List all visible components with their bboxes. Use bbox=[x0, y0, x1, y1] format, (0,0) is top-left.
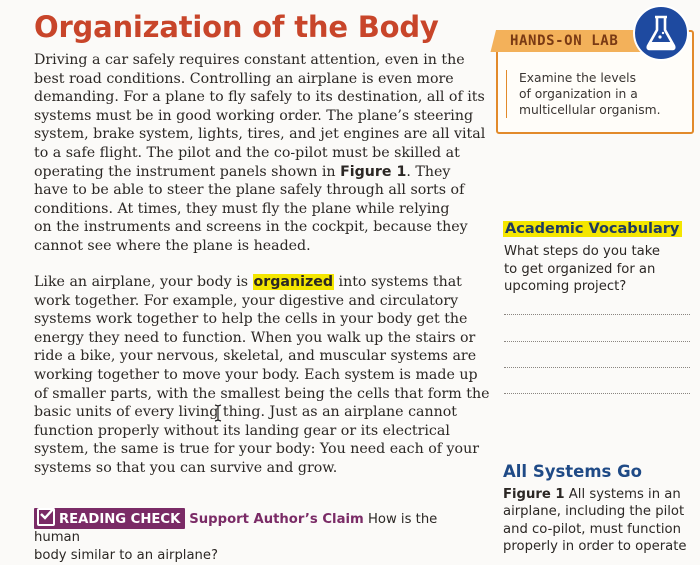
text-line: energy they need to function. When you walk up the stairs or bbox=[34, 329, 476, 346]
body-paragraph-1 bbox=[34, 51, 485, 256]
text-segment: operating the instrument panels shown in bbox=[34, 163, 341, 180]
text-line: cannot see where the plane is headed. bbox=[34, 237, 311, 254]
reading-check-label: READING CHECK bbox=[59, 512, 181, 527]
text-cursor-icon bbox=[213, 404, 223, 422]
text-line: multicellular organism. bbox=[519, 103, 661, 117]
text-line: of organization in a bbox=[519, 87, 638, 101]
text-segment: . They bbox=[406, 163, 451, 180]
figure-reference: Figure 1 bbox=[340, 163, 407, 180]
text-line: of smaller parts, with the smallest being the cells that form the bbox=[34, 385, 490, 402]
hands-on-lab-label: HANDS-ON LAB bbox=[510, 33, 619, 49]
academic-vocabulary-title: Academic Vocabulary bbox=[503, 221, 682, 237]
text-line: airplane, including the pilot bbox=[503, 504, 685, 520]
text-line: function properly without its landing gear or its electrical bbox=[34, 422, 450, 439]
reading-check bbox=[34, 508, 484, 565]
figure-heading: All Systems Go bbox=[503, 462, 643, 481]
figure-label: Figure 1 bbox=[503, 487, 565, 502]
text-line: to a safe flight. The pilot and the co-pilot must be skilled at bbox=[34, 144, 460, 161]
text-line: work together. For example, your digestive and circulatory bbox=[34, 292, 459, 309]
reading-check-question: body similar to an airplane? bbox=[34, 548, 219, 563]
text-line: conditions. At times, they must fly the plane while relying bbox=[34, 200, 450, 217]
text-line: working together to move your body. Each system is made up bbox=[34, 366, 478, 383]
answer-line[interactable] bbox=[504, 314, 690, 315]
text-line: basic units of every living thing. Just as an airplane cannot bbox=[34, 404, 457, 421]
body-paragraph-2 bbox=[34, 273, 490, 478]
text-segment: All systems in an bbox=[568, 487, 681, 502]
text-line: Driving a car safely requires constant attention, even in the bbox=[34, 52, 465, 68]
page-title: Organization of the Body bbox=[34, 10, 439, 44]
text-line: systems work together to help the cells in your body get the bbox=[34, 311, 468, 328]
text-line: demanding. For a plane to fly safely to its destination, all of its bbox=[34, 89, 485, 106]
text-line: have to be able to steer the plane safely through all sorts of bbox=[34, 182, 465, 199]
answer-line[interactable] bbox=[504, 367, 690, 368]
answer-line[interactable] bbox=[504, 393, 690, 394]
text-line: system, the same is true for your body: You need each of your bbox=[34, 441, 479, 458]
text-line: on the instruments and screens in the cockpit, because they bbox=[34, 219, 468, 236]
checkbox-icon bbox=[37, 508, 55, 526]
text-line: to get organized for an bbox=[504, 261, 656, 277]
reading-check-badge bbox=[34, 508, 185, 529]
text-line: systems must be in good working order. The plane’s steering bbox=[34, 107, 474, 124]
text-line bbox=[503, 486, 686, 503]
text-line: and co-pilot, must function bbox=[503, 521, 681, 537]
text-line: properly in order to operate bbox=[503, 539, 687, 555]
text-line-with-figure-ref bbox=[34, 163, 485, 182]
figure-caption bbox=[503, 486, 686, 556]
text-line: upcoming project? bbox=[504, 279, 627, 294]
highlighted-vocab-word[interactable]: organized bbox=[253, 274, 334, 290]
text-line: systems so that you can survive and grow. bbox=[34, 459, 338, 476]
flask-icon[interactable] bbox=[632, 4, 690, 62]
text-line: system, brake system, lights, tires, and jet engines are all vital bbox=[34, 126, 486, 143]
reading-check-question: How is the human bbox=[34, 512, 438, 545]
hands-on-lab-description bbox=[506, 70, 679, 118]
answer-line[interactable] bbox=[504, 341, 690, 342]
academic-vocabulary-question bbox=[504, 243, 660, 296]
text-segment: into systems that bbox=[334, 274, 462, 290]
text-line-with-highlight bbox=[34, 273, 490, 292]
reading-check-title: Support Author’s Claim bbox=[189, 512, 364, 527]
text-line: ride a bike, your nervous, skeletal, and muscular systems are bbox=[34, 348, 477, 365]
text-line: What steps do you take bbox=[504, 244, 661, 259]
text-line: Examine the levels bbox=[519, 71, 636, 85]
text-line: best road conditions. Controlling an airplane is even more bbox=[34, 70, 454, 87]
text-segment: Like an airplane, your body is bbox=[34, 274, 253, 290]
